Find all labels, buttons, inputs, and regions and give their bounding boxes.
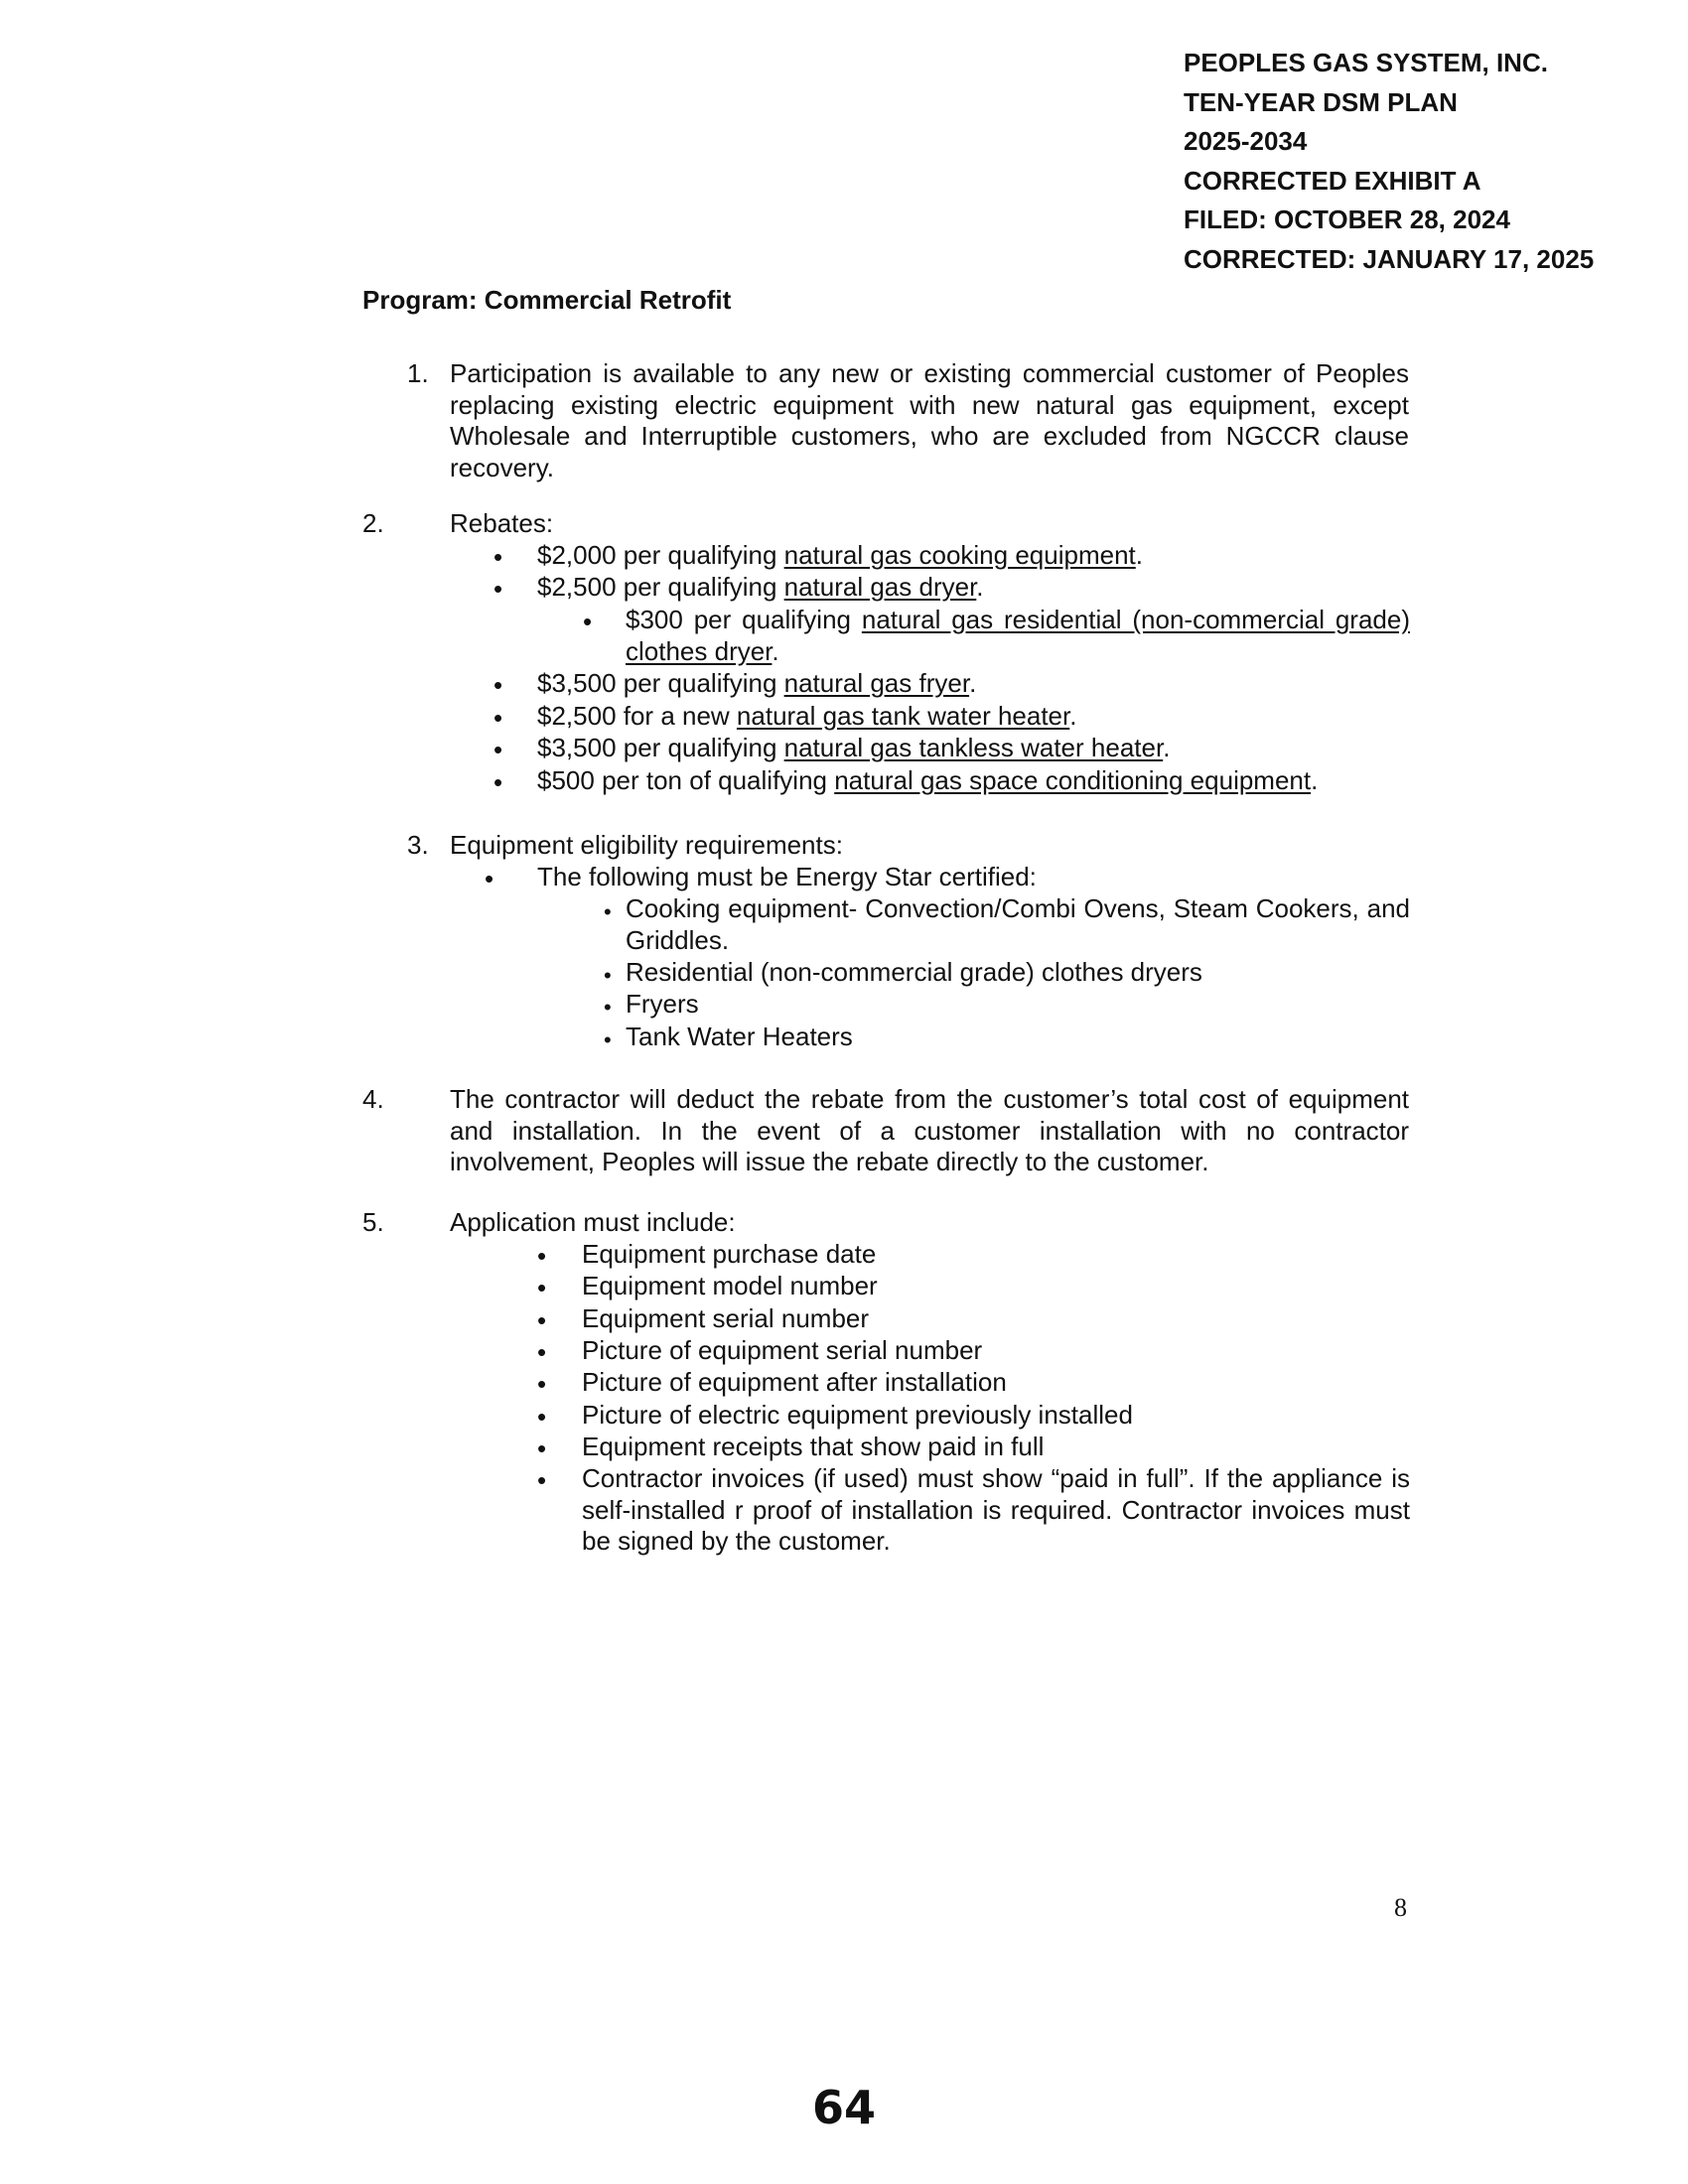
application-model-number: Equipment model number <box>582 1271 878 1300</box>
header-company: PEOPLES GAS SYSTEM, INC. <box>1184 48 1548 77</box>
rebate-tankless-water-heater <box>537 733 1170 764</box>
rebate-space-end: . <box>1311 765 1319 795</box>
application-contractor-invoices: Contractor invoices (if used) must show “paid in full”. If the appliance is self-installed r proof of installation is required. Contractor invoices must be signed by the customer. <box>582 1463 1410 1556</box>
bullet-dot: • <box>604 963 612 988</box>
rebate-tankless-amount: $3,500 per qualifying <box>537 733 784 762</box>
bullet-dot: • <box>493 703 503 733</box>
item-1-number: 1. <box>407 358 429 388</box>
item-3-label: Equipment eligibility requirements: <box>450 830 843 860</box>
header-corrected-date: CORRECTED: JANUARY 17, 2025 <box>1184 243 1595 274</box>
rebate-space-link[interactable]: natural gas space conditioning equipment <box>834 765 1312 795</box>
bullet-dot: • <box>604 1027 612 1052</box>
bullet-dot: • <box>537 1273 547 1302</box>
rebate-cooking-end: . <box>1135 540 1143 570</box>
eligible-cooking-equipment: Cooking equipment- Convection/Combi Ovens, Steam Cookers, and Griddles. <box>626 893 1410 955</box>
application-receipts: Equipment receipts that show paid in full <box>582 1432 1045 1461</box>
item-5-number: 5. <box>362 1207 384 1237</box>
rebate-space-conditioning <box>537 765 1318 797</box>
rebate-dryer-amount: $2,500 per qualifying <box>537 572 784 602</box>
rebate-dryer-end: . <box>976 572 984 602</box>
bullet-dot: • <box>485 864 494 893</box>
bullet-dot: • <box>493 735 503 764</box>
item-4-number: 4. <box>362 1084 384 1114</box>
header-plan: TEN-YEAR DSM PLAN <box>1184 86 1458 117</box>
item-2-label: Rebates: <box>450 508 554 538</box>
application-serial-number: Equipment serial number <box>582 1303 870 1333</box>
rebate-tank-water-heater <box>537 701 1076 733</box>
eligible-fryers: Fryers <box>626 989 699 1019</box>
bullet-dot: • <box>537 1241 547 1271</box>
rebate-dryer-link[interactable]: natural gas dryer <box>783 572 977 602</box>
rebate-dryer <box>537 572 984 604</box>
rebate-fryer <box>537 668 976 700</box>
bullet-dot: • <box>604 899 612 924</box>
document-header <box>1184 44 1594 279</box>
eligible-tank-water-heaters: Tank Water Heaters <box>626 1022 853 1051</box>
rebate-cooking-amount: $2,000 per qualifying <box>537 540 784 570</box>
rebate-tank-end: . <box>1069 701 1077 731</box>
rebate-residential-dryer <box>626 605 1410 667</box>
header-years: 2025-2034 <box>1184 126 1308 156</box>
bullet-dot: • <box>583 607 593 636</box>
application-previous-equipment-picture: Picture of electric equipment previously installed <box>582 1400 1133 1430</box>
bullet-dot: • <box>493 670 503 700</box>
rebate-residential-dryer-amount: $300 per qualifying <box>626 605 862 634</box>
item-1-text: Participation is available to any new or existing commercial customer of Peoples replacing existing electric equipment with new natural gas equipment, except Wholesale and Interruptible customers, who are excluded from NGCCR clause recovery. <box>450 358 1409 482</box>
bullet-dot: • <box>537 1337 547 1367</box>
rebate-tank-amount: $2,500 for a new <box>537 701 737 731</box>
rebate-tankless-link[interactable]: natural gas tankless water heater <box>783 733 1164 762</box>
rebate-cooking <box>537 540 1143 572</box>
footer-page-number: 64 <box>811 2081 876 2134</box>
bullet-dot: • <box>493 767 503 797</box>
bullet-dot: • <box>537 1305 547 1335</box>
rebate-tank-link[interactable]: natural gas tank water heater <box>736 701 1070 731</box>
rebate-cooking-link[interactable]: natural gas cooking equipment <box>783 540 1136 570</box>
page-number: 8 <box>1394 1893 1407 1922</box>
application-installation-picture: Picture of equipment after installation <box>582 1367 1007 1397</box>
rebate-fryer-end: . <box>969 668 977 698</box>
bullet-dot: • <box>493 542 503 572</box>
rebate-space-amount: $500 per ton of qualifying <box>537 765 835 795</box>
rebate-fryer-link[interactable]: natural gas fryer <box>783 668 970 698</box>
eligible-clothes-dryers: Residential (non-commercial grade) clothes dryers <box>626 957 1202 987</box>
header-exhibit: CORRECTED EXHIBIT A <box>1184 165 1481 196</box>
bullet-dot: • <box>604 995 612 1020</box>
item-3-number: 3. <box>407 830 429 860</box>
item-4-text: The contractor will deduct the rebate from the customer’s total cost of equipment and installation. In the event of a customer installation with no contractor involvement, Peoples will issue the rebate directly to the customer. <box>450 1084 1409 1176</box>
bullet-dot: • <box>537 1465 547 1495</box>
bullet-dot: • <box>493 574 503 604</box>
bullet-dot: • <box>537 1369 547 1399</box>
rebate-tankless-end: . <box>1163 733 1171 762</box>
bullet-dot: • <box>537 1402 547 1432</box>
application-purchase-date: Equipment purchase date <box>582 1239 877 1269</box>
rebate-residential-dryer-link[interactable]: natural gas residential (non-commercial grade) clothes dryer <box>626 605 1410 666</box>
rebate-residential-dryer-end: . <box>772 635 779 666</box>
application-serial-picture: Picture of equipment serial number <box>582 1335 983 1365</box>
program-title: Program: Commercial Retrofit <box>362 285 732 315</box>
header-filed-date: FILED: OCTOBER 28, 2024 <box>1184 205 1510 234</box>
energy-star-requirement: The following must be Energy Star certified: <box>537 862 1037 891</box>
item-2-number: 2. <box>362 508 384 538</box>
item-5-label: Application must include: <box>450 1207 736 1237</box>
rebate-fryer-amount: $3,500 per qualifying <box>537 668 784 698</box>
bullet-dot: • <box>537 1433 547 1463</box>
